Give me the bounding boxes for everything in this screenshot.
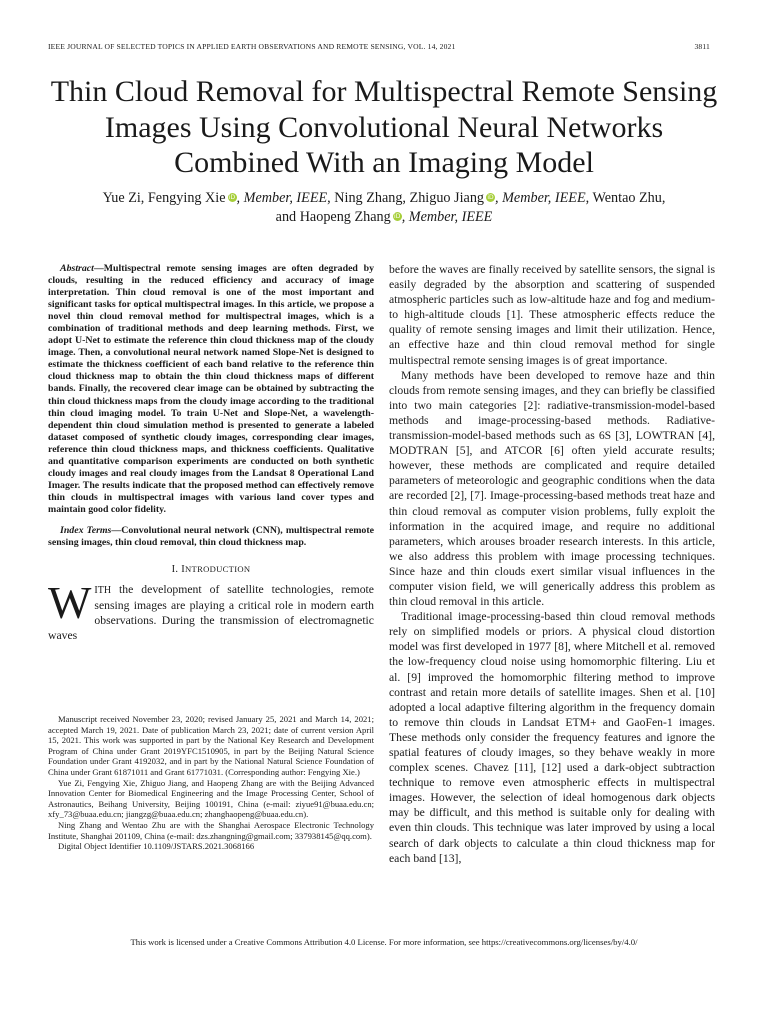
journal-name: IEEE JOURNAL OF SELECTED TOPICS IN APPLIED EARTH OBSERVATIONS AND REMOTE SENSING, VOL. 14, 2021 [48, 42, 456, 51]
author-names-4: and Haopeng Zhang [275, 209, 391, 225]
author-names-1: Yue Zi, Fengying Xie [102, 190, 226, 206]
body-paragraph: before the waves are finally received by satellite sensors, the signal is easily degraded by the absorption and scattering of suspended atmospheric particles such as low-altitude haze and fog and medium- to high-altitude clouds [1]. These atmospheric effects reduce the quality of remote sensing images and limit their utilization. Hence, an effective haze and thin cloud removal method for single multispectral remote sensing images is of great importance. [389, 263, 715, 367]
right-column [389, 262, 715, 866]
body-paragraph: Many methods have been developed to remove haze and thin clouds from remote sensing images, and they can briefly be classified into two main categories [2]: radiative-transmission-model-based methods and image-processing-based methods. Radiative-transmission-model-based methods such as 6S [3], LOWTRAN [4], MODTRAN [5], and ATCOR [6] often yield accurate results; however, these methods are complicated and require detailed parameters of meteorologic and geographic conditions when the data are recorded [2], [7]. Image-processing-based methods treat haze and thin cloud removal as computer vision problems, fully exploit the information in the acquired image, and require no additional parameters, which arouses broader research interests. In this article, we also address this problem with image processing techniques. Since haze and thin clouds exert similar visual influences in the computer vision field, we will generically address this problem as thin cloud removal in this article. [389, 368, 715, 609]
orcid-icon[interactable]: iD [228, 194, 236, 201]
abstract [48, 263, 374, 516]
footnote-manuscript: Manuscript received November 23, 2020; revised January 25, 2021 and March 14, 2021; accepted March 19, 2021. Date of publication March 23, 2021; date of current version April 15, 2021. This work was supported in part by the National Key Research and Development Program of China under Grant 2019YFC1510905, in part by the Beijing Natural Science Foundation under Grant 4192032, and in part by the National Natural Science Foundation of China under Grant 61871011 and Grant 61771031. (Corresponding author: Fengying Xie.) [48, 714, 374, 777]
drop-cap: W [48, 577, 92, 629]
intro-caps: ITH [94, 585, 112, 597]
author-names-2: , Ning Zhang, Zhiguo Jiang [327, 190, 485, 206]
index-terms-text: —Convolutional neural network (CNN), multispectral remote sensing images, thin cloud removal, thin cloud thickness map. [48, 524, 374, 549]
author-list [40, 189, 728, 227]
left-column [48, 263, 374, 643]
author-role: , Member, IEEE [495, 190, 586, 206]
section-heading [48, 564, 374, 575]
footnote-doi: Digital Object Identifier 10.1109/JSTARS.2021.3068166 [58, 841, 255, 852]
body-paragraph: Traditional image-processing-based thin cloud removal methods rely on simplified models or priors. A physical cloud distortion model was first developed in 1977 [8], where Mitchell et al. removed the low-frequency cloud noise using homomorphic filtering. Liu et al. [9] improved the homomorphic filtering method to improve contrast and retain more details of satellite images. Shen et al. [10] adopted a local adaptive filtering algorithm in the frequency domain to remove thin clouds in Landsat ETM+ and GaoFen-1 images. These methods only consider the frequency features and ignore the spatial features of cloudy images, so they behave weakly in more complex scenes. Chavez [11], [12] used a dark-object subtraction technique to remove even atmospheric effects in multispectral images. However, the selection of ideal homogenous dark objects may be difficult, and this method is suitable only for dealing with even thin clouds. This technique was later improved by using a local search of dark objects to calculate a thin cloud thickness map for each band [13], [389, 610, 715, 865]
running-header [48, 42, 710, 54]
paper-title: Thin Cloud Removal for Multispectral Remote Sensing Images Using Convolutional Neural Networks Combined With an Imaging Model [50, 75, 718, 179]
author-role: , Member, IEEE [401, 209, 493, 225]
page-number: 3811 [694, 42, 710, 51]
author-role: , Member, IEEE [236, 190, 328, 206]
intro-text: the development of satellite technologies, remote sensing images are playing a critical role in modern earth observations. During the transmission of electromagnetic waves [48, 583, 374, 643]
section-title: NTRODUCTION [185, 564, 251, 575]
license-notice: This work is licensed under a Creative Commons Attribution 4.0 License. For more information, see https://creativecommons.org/licenses/by/4.0/ [130, 937, 638, 947]
footnote-affiliation-2: Ning Zhang and Wentao Zhu are with the Shanghai Aerospace Electronic Technology Institute, Shanghai 201109, China (e-mail: dzs.zhangning@gmail.com; 337938145@qq.com). [48, 819, 374, 841]
intro-paragraph [48, 577, 374, 643]
author-names-3: , Wentao Zhu, [585, 190, 666, 206]
section-number: I. I [171, 564, 186, 576]
abstract-label: Abstract [60, 263, 94, 274]
index-terms [48, 525, 374, 549]
orcid-icon[interactable]: iD [394, 213, 401, 220]
footnote-affiliation-1: Yue Zi, Fengying Xie, Zhiguo Jiang, and Haopeng Zhang are with the Beijing Advanced Innovation Center for Biomedical Engineering and the Image Processing Center, School of Astronautics, Beihang University, Beijing 100191, China (e-mail: ziyue91@buaa.edu.cn; xfy_73@buaa.edu.cn; jiangzg@buaa.edu.cn; zhanghaopeng@buaa.edu.cn). [48, 777, 374, 820]
orcid-icon[interactable]: iD [487, 194, 494, 201]
index-terms-label: Index Terms [60, 524, 112, 536]
footnotes [48, 714, 374, 852]
abstract-text: —Multispectral remote sensing images are often degraded by clouds, resulting in the reduced efficiency and accuracy of image interpretation. Thin cloud removal is one of the most important and significant tasks for optical multispectral images. In this article, we propose a novel thin cloud removal method for multispectral images, which is a combination of traditional methods and deep learning methods. First, we adopt U-Net to estimate the reference thin cloud thickness map of the cloudy image. Then, a convolutional neural network named Slope-Net is designed to estimate the thickness coefficient of each band relative to the reference thin cloud thickness map to obtain the thin cloud thickness maps of different bands. Finally, the recovered clear image can be obtained by subtracting the thin cloud thickness maps from the cloudy image according to the traditional thin cloud imaging model. To train U-Net and Slope-Net, a wavelength-dependent thin cloud simulation method is presented to generate a labeled dataset composed of synthetic cloudy images, corresponding clear images, reference thin cloud thickness maps, and thickness coefficients. Qualitative and quantitative comparison experiments are conducted on both synthetic cloudy images and real cloudy images from the Landsat 8 Operational Land Imager. The results indicate that the proposed method can effectively remove thin clouds in multispectral images with various land cover types and maintain good color fidelity. [48, 263, 374, 515]
